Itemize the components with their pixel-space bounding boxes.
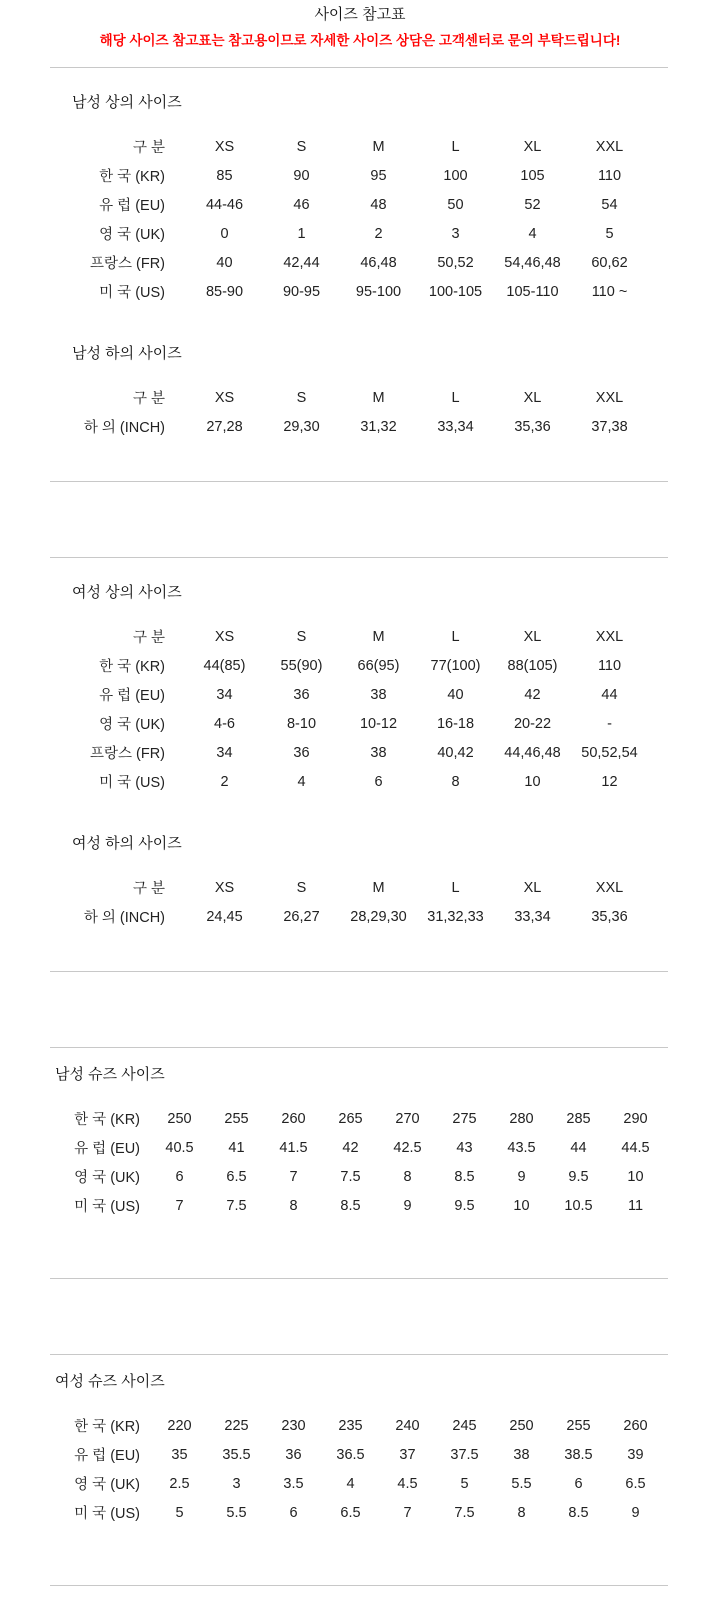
size-cell: 7.5 [226,1197,247,1214]
size-cell: 41.5 [279,1139,308,1156]
size-cell: 37 [399,1446,416,1463]
size-cell: 10 [627,1168,644,1185]
size-cell: 8.5 [340,1197,361,1214]
column-header: XS [214,389,235,406]
row-label: 한 국 (KR) [74,1419,140,1435]
page-title: 사이즈 참고표 [314,6,406,23]
size-cell: 8 [289,1197,298,1214]
size-cell: 255 [566,1417,591,1434]
size-cell: 54,46,48 [504,254,561,271]
table-row [72,219,648,248]
size-cell: 35,36 [591,908,628,925]
size-cell: 52 [524,196,541,213]
column-header: XXL [595,138,624,155]
size-table [72,383,648,441]
divider [50,481,668,482]
size-cell: 29,30 [283,418,320,435]
row-label: 유 럽 (EU) [74,1141,140,1157]
row-label: 유 럽 (EU) [99,688,165,704]
size-cell: 85-90 [205,283,244,300]
size-cell: 270 [395,1110,420,1127]
size-cell: 44 [570,1139,587,1156]
size-cell: 42 [524,686,541,703]
size-cell: 38 [513,1446,530,1463]
divider [50,1354,668,1355]
size-cell: 38.5 [564,1446,593,1463]
size-cell: 36 [293,744,310,761]
size-cell: 66(95) [357,657,400,674]
size-cell: 40 [447,686,464,703]
divider [50,1278,668,1279]
table-row [50,1191,664,1220]
size-cell: 46,48 [360,254,397,271]
size-cell: 35.5 [222,1446,251,1463]
table-row [50,1133,664,1162]
table-header-row [72,622,648,651]
size-cell: 6 [374,773,383,790]
size-table [50,1104,664,1220]
size-cell: 95-100 [355,283,402,300]
size-cell: 34 [216,686,233,703]
row-label: 영 국 (UK) [74,1170,140,1186]
row-label: 프랑스 (FR) [89,746,165,762]
table-header-row [72,873,648,902]
table-row [72,680,648,709]
size-cell: 7.5 [454,1504,475,1521]
column-header: M [372,628,385,645]
size-cell: 8 [517,1504,526,1521]
size-cell: 4 [297,773,306,790]
size-cell: 10 [524,773,541,790]
row-label: 유 럽 (EU) [74,1448,140,1464]
size-cell: 5 [605,225,614,242]
size-cell: 36.5 [336,1446,365,1463]
table-row [50,1162,664,1191]
table-heading: 여성 하의 사이즈 [72,835,182,852]
size-section [0,585,720,931]
size-cell: 40,42 [437,744,474,761]
row-label: 구 분 [132,140,165,156]
size-tables-container [0,95,720,1586]
size-cell: 42,44 [283,254,320,271]
column-header: XS [214,628,235,645]
size-cell: 110 ~ [591,283,628,300]
size-cell: 10-12 [359,715,398,732]
size-cell: 27,28 [206,418,243,435]
size-cell: 275 [452,1110,477,1127]
size-cell: 36 [285,1446,302,1463]
size-cell: 8.5 [454,1168,475,1185]
row-label: 한 국 (KR) [99,169,165,185]
size-cell: 33,34 [437,418,474,435]
size-cell: 0 [220,225,229,242]
column-header: L [451,389,460,406]
size-cell: 95 [370,167,387,184]
size-cell: 38 [370,744,387,761]
column-header: L [451,138,460,155]
size-cell: 48 [370,196,387,213]
size-cell: 5 [460,1475,469,1492]
size-cell: 7 [175,1197,184,1214]
size-cell: 7.5 [340,1168,361,1185]
size-cell: 4 [528,225,537,242]
table-heading: 여성 슈즈 사이즈 [55,1373,165,1390]
size-cell: 28,29,30 [350,908,407,925]
size-cell: 7 [289,1168,298,1185]
size-cell: 285 [566,1110,591,1127]
size-cell: 2 [374,225,383,242]
size-cell: 26,27 [283,908,320,925]
size-cell: 36 [293,686,310,703]
divider [50,1585,668,1586]
size-cell: 100 [443,167,468,184]
size-cell: 20-22 [513,715,552,732]
row-label: 미 국 (US) [74,1506,140,1522]
divider [50,67,668,68]
size-cell: 4 [346,1475,355,1492]
column-header: XXL [595,879,624,896]
size-cell: 8-10 [286,715,317,732]
size-cell: 9.5 [454,1197,475,1214]
size-cell: 41 [228,1139,245,1156]
size-cell: 6 [574,1475,583,1492]
row-label: 하 의 (INCH) [83,910,165,926]
size-cell: 9 [517,1168,526,1185]
table-heading: 여성 상의 사이즈 [72,584,182,601]
table-row [72,651,648,680]
column-header: XXL [595,389,624,406]
size-cell: 44,46,48 [504,744,561,761]
size-cell: 33,34 [514,908,551,925]
size-cell: 280 [509,1110,534,1127]
column-header: M [372,389,385,406]
size-cell: 4-6 [214,715,235,732]
column-header: M [372,138,385,155]
row-label: 유 럽 (EU) [99,198,165,214]
size-cell: 105-110 [506,283,559,300]
size-cell: 16-18 [436,715,475,732]
size-table [72,622,648,796]
size-cell: 35,36 [514,418,551,435]
size-cell: 6.5 [625,1475,646,1492]
size-cell: 50,52 [437,254,474,271]
table-heading: 남성 슈즈 사이즈 [55,1066,165,1083]
table-row [72,277,648,306]
size-cell: 88(105) [507,657,558,674]
size-cell: 12 [601,773,618,790]
row-label: 구 분 [132,630,165,646]
size-cell: 235 [338,1417,363,1434]
table-row [50,1469,664,1498]
size-cell: 260 [623,1417,648,1434]
size-cell: 42.5 [393,1139,422,1156]
size-cell: 265 [338,1110,363,1127]
column-header: XL [523,628,542,645]
column-header: L [451,628,460,645]
column-header: S [296,628,307,645]
row-label: 영 국 (UK) [99,717,165,733]
size-cell: 54 [601,196,618,213]
size-cell: 6 [289,1504,298,1521]
row-label: 한 국 (KR) [74,1112,140,1128]
size-cell: 255 [224,1110,249,1127]
size-cell: 4.5 [397,1475,418,1492]
size-cell: 245 [452,1417,477,1434]
size-cell: 60,62 [591,254,628,271]
size-cell: 9 [631,1504,640,1521]
size-cell: 8 [403,1168,412,1185]
size-cell: 5.5 [511,1475,532,1492]
column-header: M [372,879,385,896]
size-cell: 225 [224,1417,249,1434]
table-row [50,1440,664,1469]
row-label: 하 의 (INCH) [83,420,165,436]
row-label: 미 국 (US) [99,775,165,791]
size-cell: 40.5 [165,1139,194,1156]
column-header: XS [214,138,235,155]
row-label: 미 국 (US) [99,285,165,301]
size-cell: 9.5 [568,1168,589,1185]
size-cell: 44 [601,686,618,703]
column-header: XL [523,879,542,896]
row-label: 한 국 (KR) [99,659,165,675]
size-cell: 31,32 [360,418,397,435]
size-cell: 8 [451,773,460,790]
table-row [72,248,648,277]
size-cell: - [607,715,612,732]
size-cell: 250 [167,1110,192,1127]
column-header: S [296,138,307,155]
table-row [72,161,648,190]
size-cell: 43 [456,1139,473,1156]
table-row [72,738,648,767]
row-label: 구 분 [132,881,165,897]
size-cell: 3 [451,225,460,242]
table-heading: 남성 하의 사이즈 [72,345,182,362]
size-cell: 7 [403,1504,412,1521]
size-cell: 90 [293,167,310,184]
row-label: 프랑스 (FR) [89,256,165,272]
size-cell: 44-46 [205,196,244,213]
size-cell: 44(85) [203,657,246,674]
size-cell: 260 [281,1110,306,1127]
size-section [0,1374,720,1527]
size-cell: 55(90) [280,657,323,674]
size-cell: 2.5 [169,1475,190,1492]
table-row [50,1104,664,1133]
column-header: S [296,389,307,406]
table-row [72,412,648,441]
size-cell: 39 [627,1446,644,1463]
size-cell: 3.5 [283,1475,304,1492]
size-cell: 34 [216,744,233,761]
size-cell: 5 [175,1504,184,1521]
size-cell: 5.5 [226,1504,247,1521]
size-cell: 90-95 [282,283,321,300]
size-cell: 37.5 [450,1446,479,1463]
size-cell: 105 [520,167,545,184]
size-cell: 46 [293,196,310,213]
size-table [72,132,648,306]
size-cell: 43.5 [507,1139,536,1156]
divider [50,971,668,972]
table-row [72,190,648,219]
size-cell: 42 [342,1139,359,1156]
size-cell: 10 [513,1197,530,1214]
row-label: 영 국 (UK) [74,1477,140,1493]
size-cell: 85 [216,167,233,184]
table-heading: 남성 상의 사이즈 [72,94,182,111]
table-row [50,1411,664,1440]
size-cell: 50 [447,196,464,213]
table-header-row [72,132,648,161]
size-cell: 1 [297,225,306,242]
size-section [0,1067,720,1220]
row-label: 미 국 (US) [74,1199,140,1215]
size-cell: 40 [216,254,233,271]
size-notice: 해당 사이즈 참고표는 참고용이므로 자세한 사이즈 상담은 고객센터로 문의 부탁드립니다! [99,33,621,48]
size-table [50,1411,664,1527]
size-cell: 31,32,33 [427,908,484,925]
divider [50,557,668,558]
size-cell: 50,52,54 [581,744,638,761]
size-cell: 10.5 [564,1197,593,1214]
size-cell: 6.5 [340,1504,361,1521]
size-cell: 24,45 [206,908,243,925]
size-cell: 220 [167,1417,192,1434]
table-row [72,709,648,738]
column-header: XL [523,138,542,155]
row-label: 영 국 (UK) [99,227,165,243]
column-header: XXL [595,628,624,645]
table-header-row [72,383,648,412]
table-row [72,902,648,931]
size-cell: 8.5 [568,1504,589,1521]
table-row [50,1498,664,1527]
size-table [72,873,648,931]
size-cell: 35 [171,1446,188,1463]
table-row [72,767,648,796]
column-header: XS [214,879,235,896]
size-cell: 230 [281,1417,306,1434]
size-cell: 11 [627,1197,644,1214]
size-cell: 100-105 [428,283,483,300]
size-cell: 290 [623,1110,648,1127]
size-cell: 37,38 [591,418,628,435]
divider [50,1047,668,1048]
row-label: 구 분 [132,391,165,407]
column-header: S [296,879,307,896]
size-cell: 6 [175,1168,184,1185]
size-cell: 110 [597,657,622,674]
size-cell: 240 [395,1417,420,1434]
size-cell: 250 [509,1417,534,1434]
size-cell: 2 [220,773,229,790]
column-header: XL [523,389,542,406]
size-cell: 6.5 [226,1168,247,1185]
size-cell: 9 [403,1197,412,1214]
size-cell: 38 [370,686,387,703]
size-cell: 44.5 [621,1139,650,1156]
column-header: L [451,879,460,896]
size-cell: 110 [597,167,622,184]
size-section [0,95,720,441]
size-cell: 3 [232,1475,241,1492]
size-cell: 77(100) [430,657,481,674]
